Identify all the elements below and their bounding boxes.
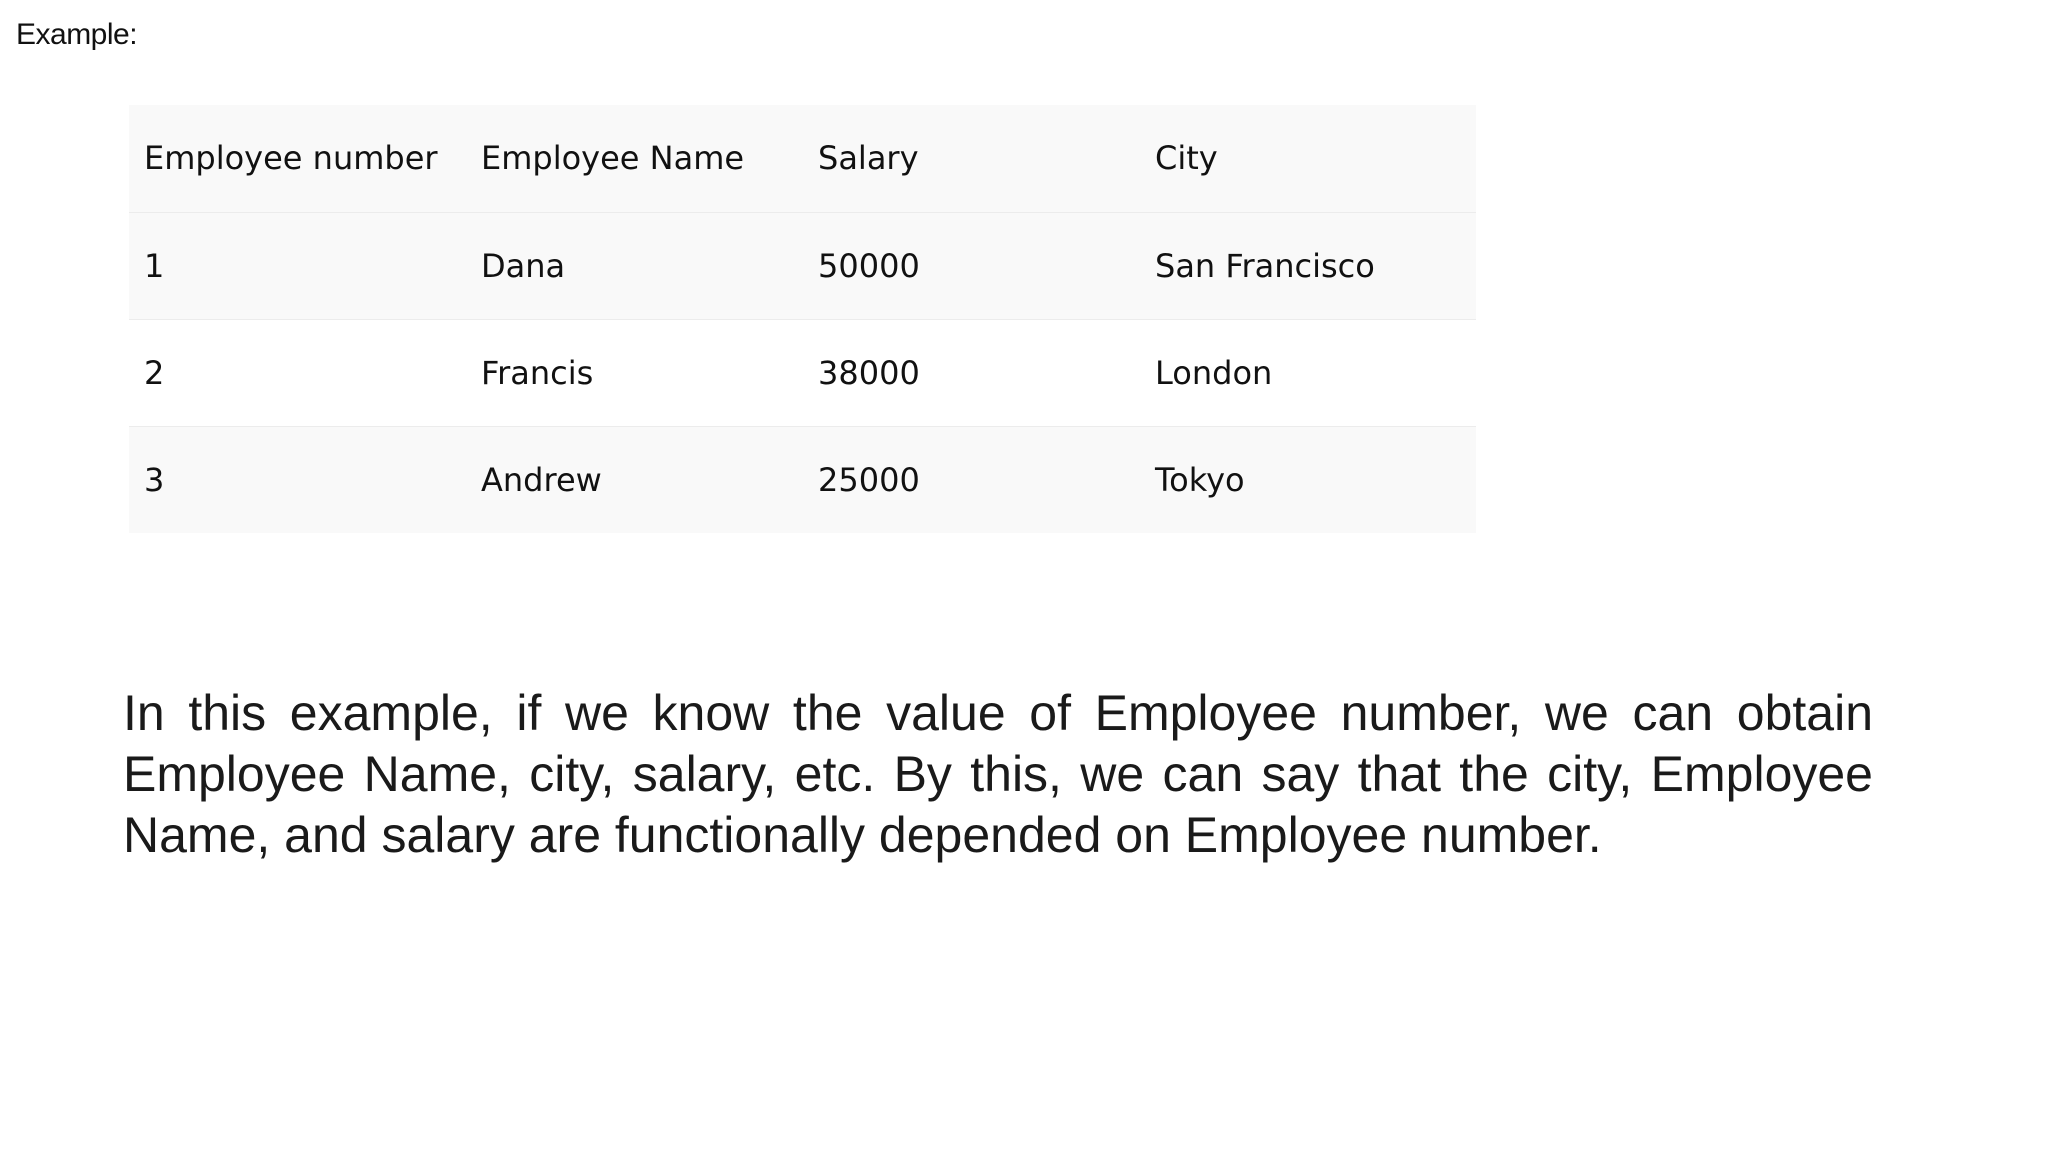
explanation-paragraph: In this example, if we know the value of Employee number, we can obtain Employee Name, city, salary, etc. By this, we can say that the city, Employee Name, and salary are functionally depended on Employee number. (123, 685, 1873, 863)
header-employee-number: Employee number (129, 105, 466, 212)
cell-city: London (1140, 319, 1476, 426)
cell-city: Tokyo (1140, 426, 1476, 533)
table-row (129, 426, 1476, 533)
header-city: City (1140, 105, 1476, 212)
cell-employee-name: Francis (466, 319, 803, 426)
cell-employee-name: Dana (466, 212, 803, 319)
cell-employee-number: 1 (129, 212, 466, 319)
employee-table (129, 105, 1476, 533)
table-row (129, 319, 1476, 426)
cell-employee-name: Andrew (466, 426, 803, 533)
table-row (129, 212, 1476, 319)
header-employee-name: Employee Name (466, 105, 803, 212)
cell-salary: 38000 (803, 319, 1140, 426)
cell-salary: 50000 (803, 212, 1140, 319)
example-heading: Example: (16, 18, 138, 51)
cell-employee-number: 2 (129, 319, 466, 426)
cell-salary: 25000 (803, 426, 1140, 533)
cell-city: San Francisco (1140, 212, 1476, 319)
employee-table-container (129, 105, 1476, 533)
header-salary: Salary (803, 105, 1140, 212)
cell-employee-number: 3 (129, 426, 466, 533)
table-header-row (129, 105, 1476, 212)
